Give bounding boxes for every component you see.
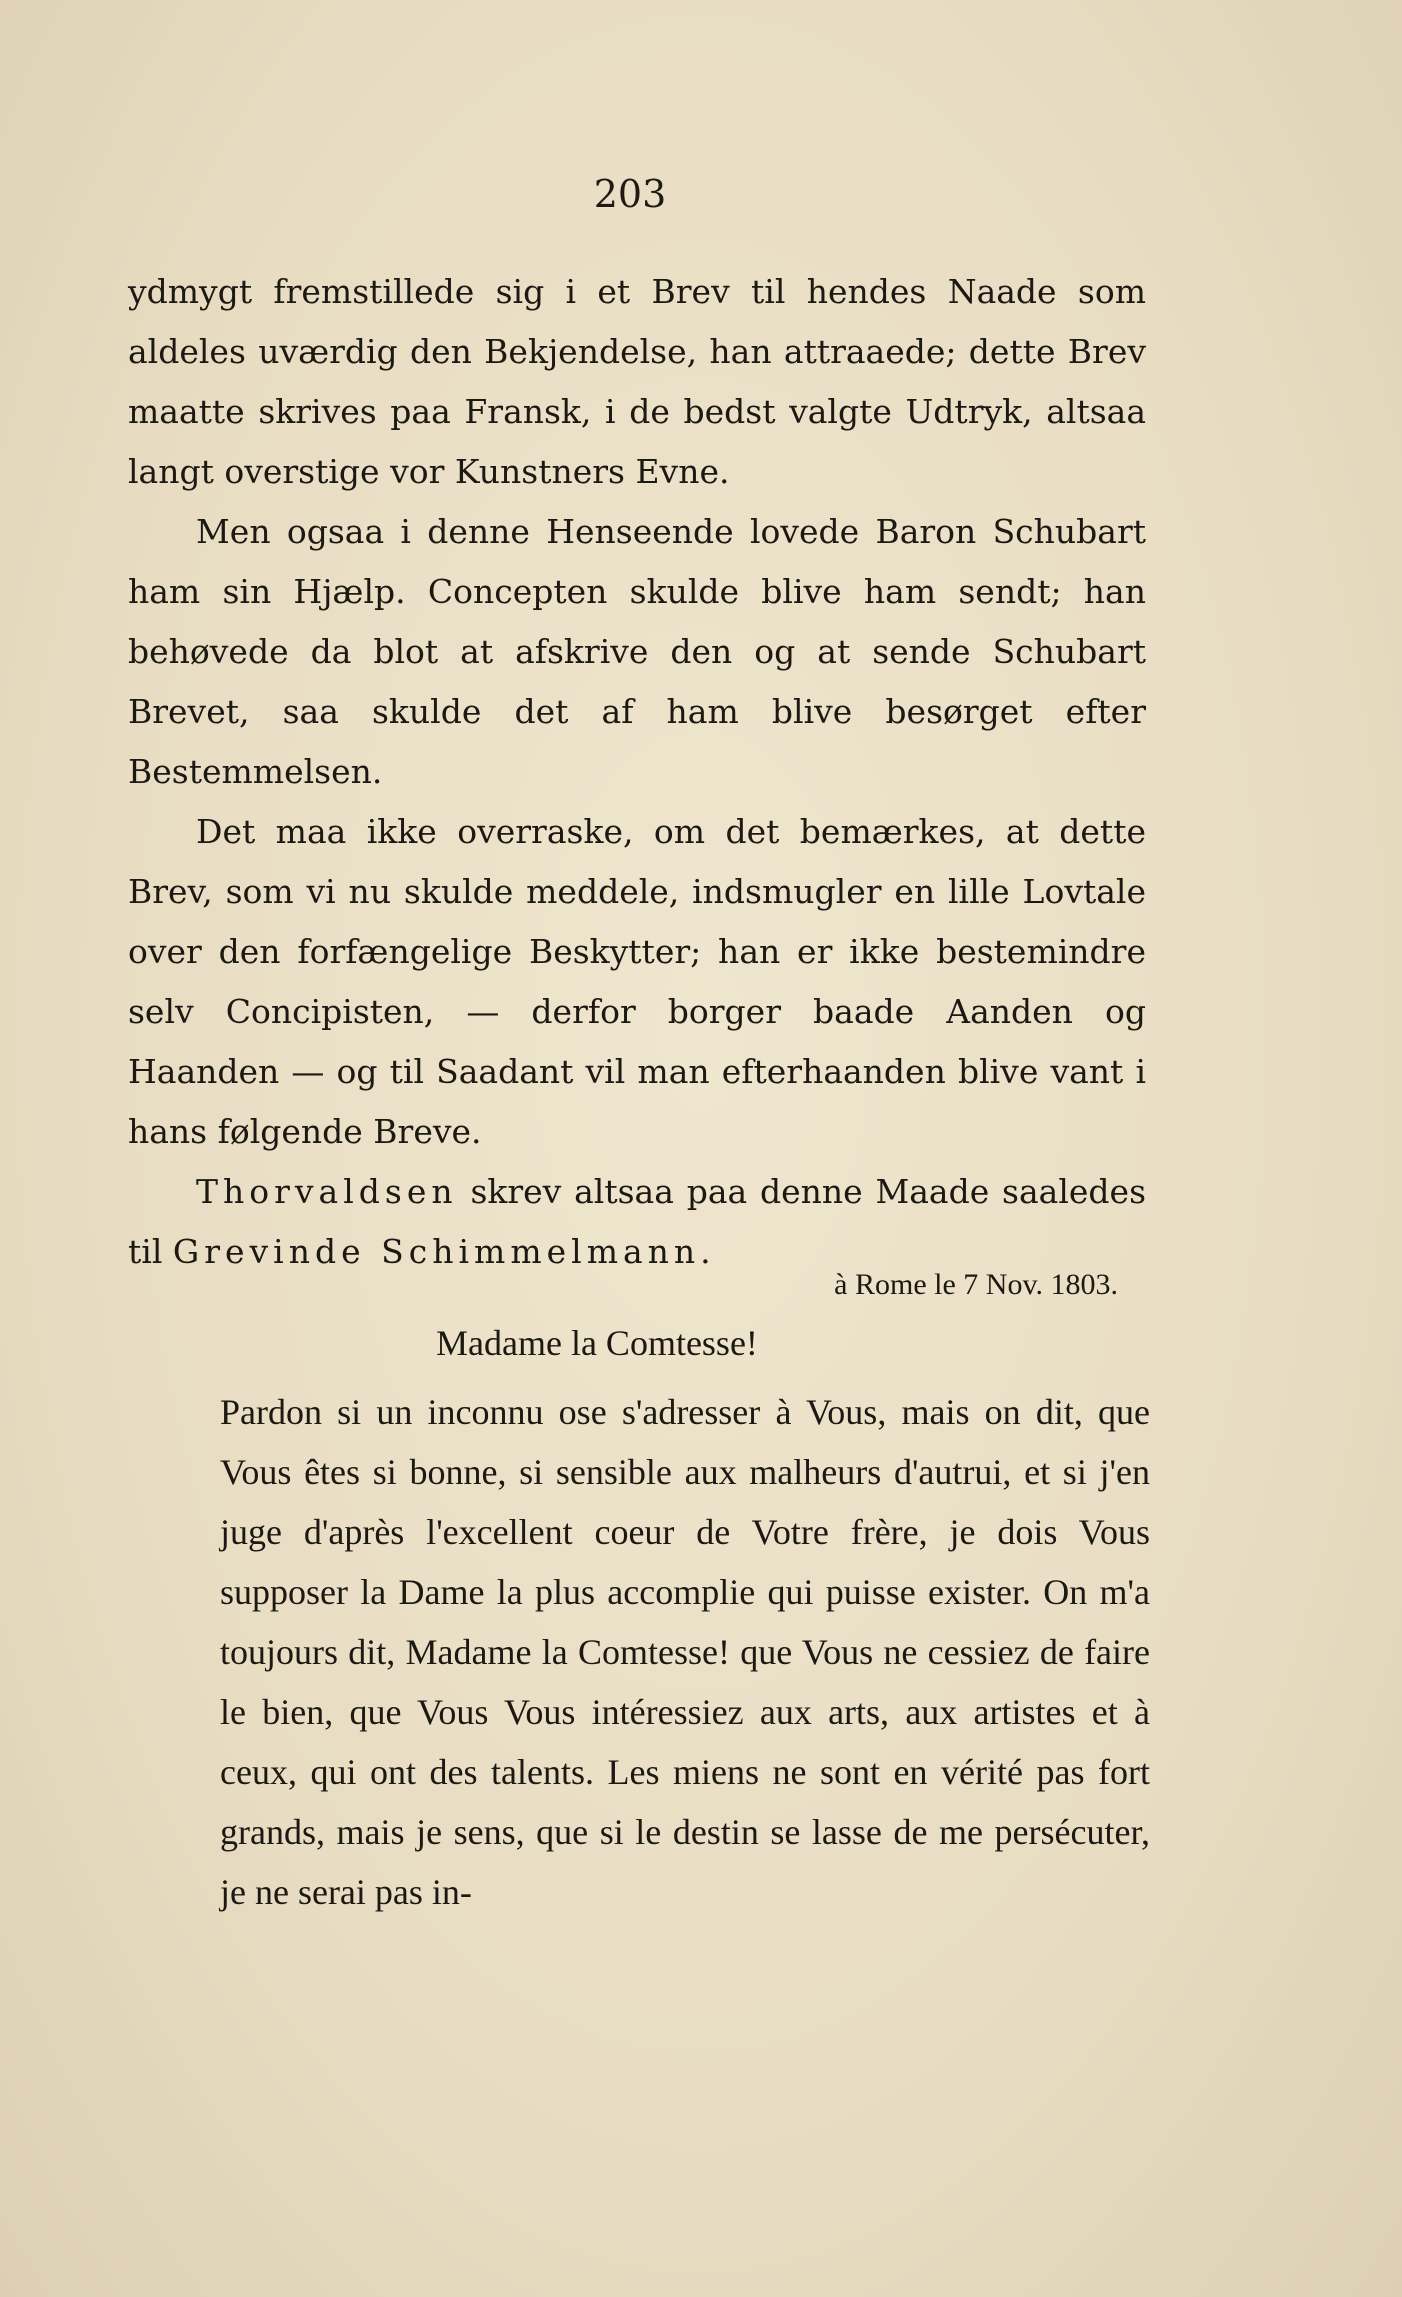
letter-body: Pardon si un inconnu ose s'adresser à Vous, mais on dit, que Vous êtes si bonne, si sensible aux malheurs d'autrui, et si j'en juge d'après l'excellent coeur de Votre frère, je dois Vous supposer la Dame la plus accomplie qui puisse exister. On m'a toujours dit, Madame la Comtesse! que Vous ne cessiez de faire le bien, que Vous Vous intéressiez aux arts, aux artistes et à ceux, qui ont des talents. Les miens ne sont en vérité pas fort grands, mais je sens, que si le destin se lasse de me persécuter, je ne serai pas in- — [220, 1392, 1150, 1912]
page-number: 203 — [593, 172, 667, 216]
thorvaldsen-name: Thorvaldsen — [196, 1172, 458, 1211]
letter-dateline: à Rome le 7 Nov. 1803. — [834, 1268, 1118, 1301]
addressee-name: Grevinde Schimmelmann. — [172, 1232, 716, 1271]
paragraph-4 — [128, 1162, 1146, 1282]
paragraph-1: ydmygt fremstillede sig i et Brev til hendes Naade som aldeles uværdig den Bekjendelse, han attraaede; dette Brev maatte skrives paa Fransk, i de bedst valgte Udtryk, altsaa langt overstige vor Kunstners Evne. — [128, 272, 1146, 491]
main-text — [128, 262, 1146, 1282]
paragraph-4-text: skrev altsaa paa denne Maade saaledes til — [128, 1172, 1146, 1271]
letter-salutation: Madame la Comtesse! — [436, 1323, 758, 1363]
paragraph-2: Men ogsaa i denne Henseende lovede Baron Schubart ham sin Hjælp. Concepten skulde blive ham sendt; han behøvede da blot at afskrive den og at sende Schubart Brevet, saa skulde det af ham blive besørget efter Bestemmelsen. — [128, 512, 1146, 791]
paragraph-3: Det maa ikke overraske, om det bemærkes, at dette Brev, som vi nu skulde meddele, indsmugler en lille Lovtale over den forfængelige Beskytter; han er ikke bestemindre selv Concipisten, — derfor borger baade Aanden og Haanden — og til Saadant vil man efterhaanden blive vant i hans følgende Breve. — [128, 812, 1146, 1151]
